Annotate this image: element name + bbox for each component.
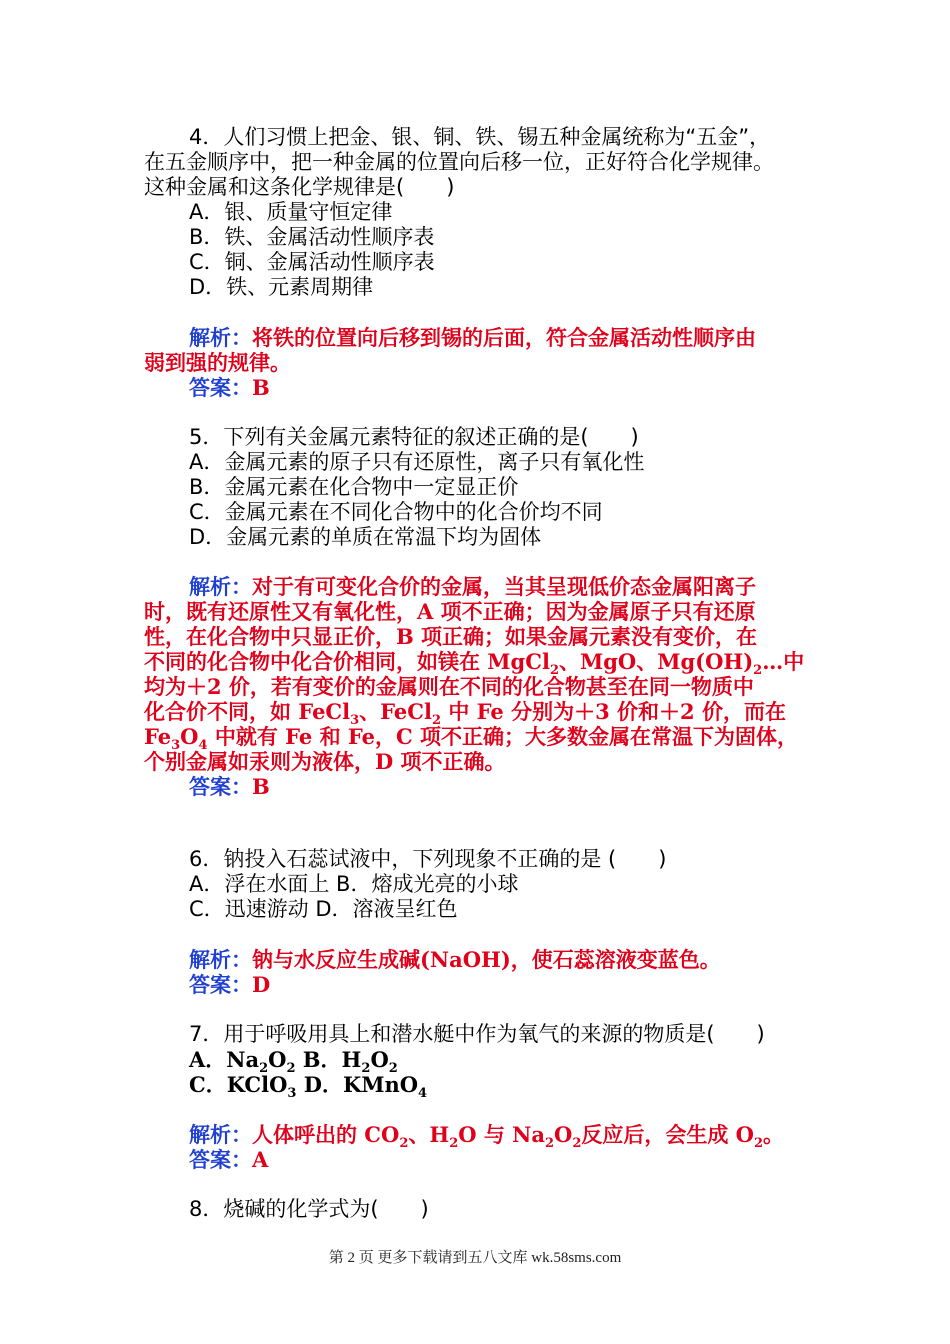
text-seg: 人体呼出的 CO [252,1122,400,1147]
text-seg: D．KMnO [296,1072,419,1097]
subscript: 2 [259,1061,269,1077]
q5-option-b: B．金属元素在化合物中一定显正价 [189,475,519,499]
q4-option-a: A．银、质量守恒定律 [189,200,393,224]
q5-stem: 5．下列有关金属元素特征的叙述正确的是( ) [189,425,639,449]
q6-analysis [189,947,721,972]
text-seg: 反应后，会生成 O [581,1122,754,1147]
subscript: 2 [753,663,763,679]
subscript: 2 [388,1061,398,1077]
text-seg: 、H [408,1122,450,1147]
text-seg: C．KClO [189,1072,288,1097]
q5-analysis-line4 [144,649,805,679]
text-seg: 中 Fe 分别为＋3 价和＋2 价，而在 [441,699,786,724]
text-seg: 化合价不同，如 FeCl [144,699,351,724]
subscript: 2 [286,1061,296,1077]
q7-stem: 7．用于呼吸用具上和潜水艇中作为氧气的来源的物质是( ) [189,1022,765,1046]
q6-answer [189,972,270,997]
subscript: 3 [287,1086,297,1102]
q7-options-line1 [189,1047,398,1077]
q4-option-c: C．铜、金属活动性顺序表 [189,250,435,274]
text-seg: 、FeCl [359,699,432,724]
text-seg: Fe [144,724,172,749]
q4-analysis-line2: 弱到强的规律。 [144,350,291,375]
q7-answer [189,1147,268,1172]
q4-stem-line3: 这种金属和这条化学规律是( ) [144,175,455,199]
q6-options-line1: A．浮在水面上 B．熔成光亮的小球 [189,872,519,896]
subscript: 2 [549,663,559,679]
subscript: 4 [198,738,208,754]
q6-stem: 6．钠投入石蕊试液中，下列现象不正确的是 ( ) [189,847,667,871]
q8-stem: 8．烧碱的化学式为( ) [189,1197,429,1221]
q5-analysis-line8: 个别金属如汞则为液体，D 项不正确。 [144,749,506,774]
analysis-label: 解析： [189,947,252,972]
subscript: 3 [171,738,181,754]
q5-analysis-line6 [144,699,786,729]
q4-option-b: B．铁、金属活动性顺序表 [189,225,435,249]
subscript: 3 [350,713,360,729]
q5-option-a: A．金属元素的原子只有还原性，离子只有氧化性 [189,450,645,474]
text-seg: O 与 Na [458,1122,545,1147]
text-seg: O [180,724,199,749]
text-seg: O [554,1122,573,1147]
text-seg: 中就有 Fe 和 Fe，C 项不正确；大多数金属在常温下为固体， [207,724,799,749]
text-seg: O [268,1047,287,1072]
subscript: 2 [361,1061,371,1077]
subscript: 4 [418,1086,428,1102]
q5-analysis-text1: 对于有可变化合价的金属，当其呈现低价态金属阳离子 [252,574,756,599]
q5-analysis-line5: 均为＋2 价，若有变价的金属则在不同的化合物甚至在同一物质中 [144,674,754,699]
q4-analysis-line1 [189,325,756,350]
subscript: 2 [432,713,442,729]
q4-option-d: D．铁、元素周期律 [189,275,374,299]
q4-answer-value: B [252,375,270,400]
analysis-label: 解析： [189,325,252,350]
subscript: 2 [572,1136,582,1152]
text-seg: B．H [295,1047,362,1072]
subscript: 2 [449,1136,459,1152]
text-seg: O [370,1047,389,1072]
q5-analysis-line1 [189,574,756,599]
text-seg: …中 [762,649,805,674]
subscript: 2 [544,1136,555,1152]
text-seg: 、MgO、Mg(OH) [558,649,754,674]
answer-label: 答案： [189,375,252,400]
q7-analysis [189,1122,785,1152]
answer-label: 答案： [189,1147,252,1172]
subscript: 2 [753,1136,764,1152]
subscript: 2 [399,1136,409,1152]
text-seg: A．Na [189,1047,260,1072]
q5-answer [189,774,270,799]
answer-label: 答案： [189,972,252,997]
text-seg: 不同的化合物中化合价相同，如镁在 MgCl [144,649,550,674]
q5-analysis-line7 [144,724,799,754]
analysis-label: 解析： [189,574,252,599]
answer-label: 答案： [189,774,252,799]
q5-analysis-line2: 时，既有还原性又有氧化性，A 项不正确；因为金属原子只有还原 [144,599,756,624]
q5-option-d: D．金属元素的单质在常温下均为固体 [189,525,542,549]
q4-analysis-text1: 将铁的位置向后移到锡的后面，符合金属活动性顺序由 [252,325,756,350]
q4-stem-line1: 4．人们习惯上把金、银、铜、铁、锡五种金属统称为“五金”， [189,125,771,149]
q4-stem-line2: 在五金顺序中，把一种金属的位置向后移一位，正好符合化学规律。 [144,150,774,174]
analysis-label: 解析： [189,1122,252,1147]
q7-answer-value: A [252,1147,269,1172]
q6-options-line2: C．迅速游动 D．溶液呈红色 [189,897,458,921]
q5-answer-value: B [252,774,270,799]
q7-options-line2 [189,1072,428,1102]
text-seg: 。 [763,1122,785,1147]
q6-analysis-text: 钠与水反应生成碱(NaOH)，使石蕊溶液变蓝色。 [252,947,721,972]
q6-answer-value: D [252,972,271,997]
page-footer: 第 2 页 更多下载请到五八文库 wk.58sms.com [328,1250,622,1266]
q4-answer [189,375,270,400]
q5-option-c: C．金属元素在不同化合物中的化合价均不同 [189,500,603,524]
q5-analysis-line3: 性，在化合物中只显正价，B 项正确；如果金属元素没有变价，在 [144,624,758,649]
